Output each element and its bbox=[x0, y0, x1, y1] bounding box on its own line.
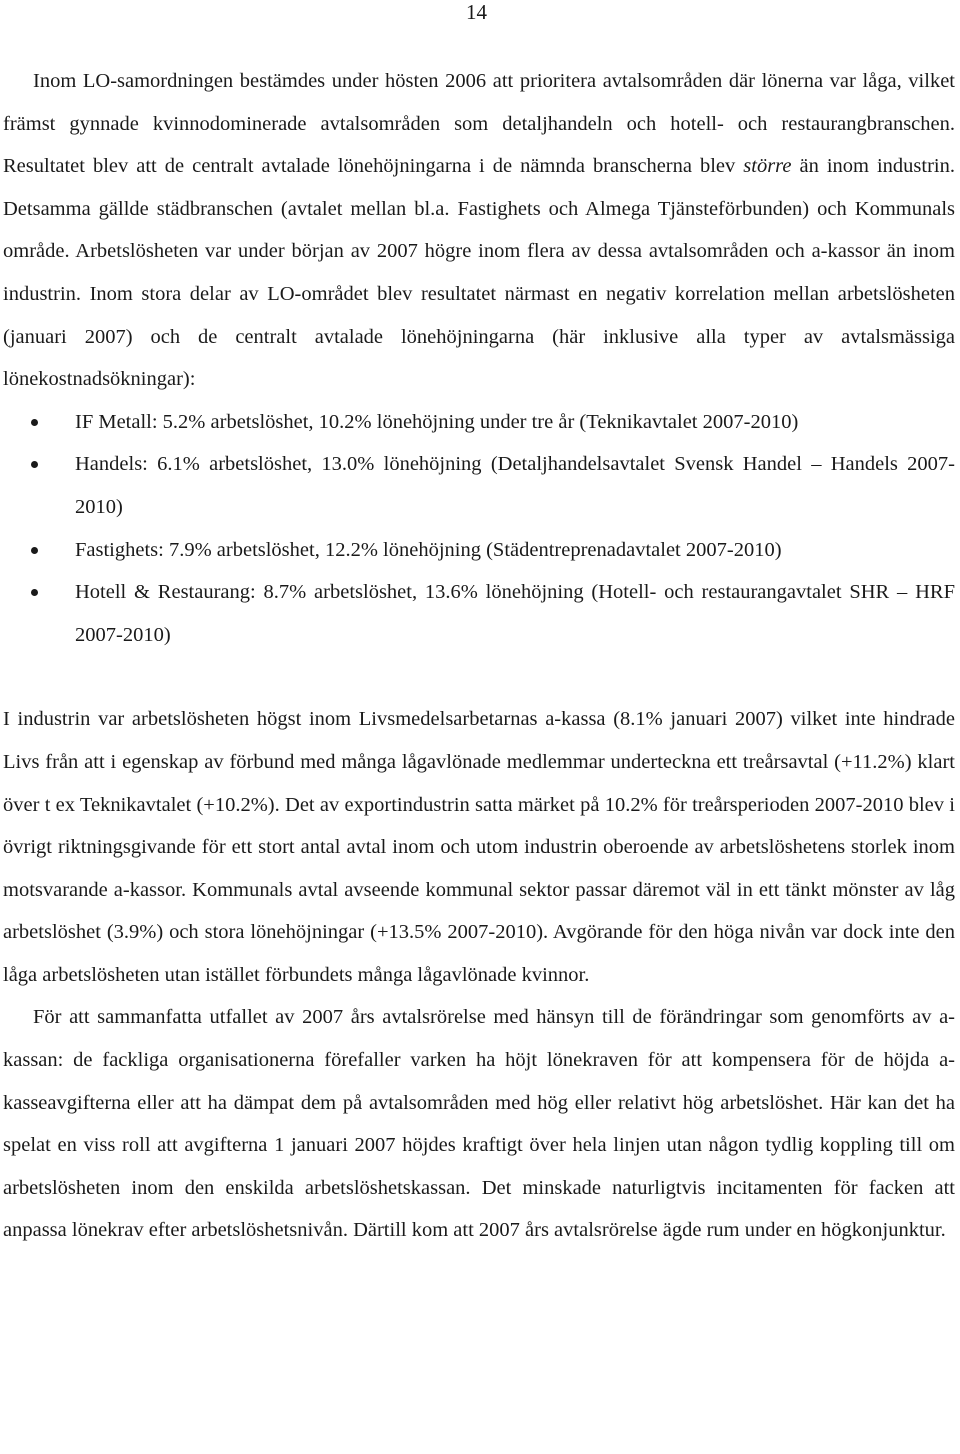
paragraph-lo-samordning bbox=[3, 60, 955, 401]
bullet-icon bbox=[31, 461, 38, 468]
document-body bbox=[3, 60, 955, 1252]
bullet-list bbox=[3, 401, 955, 657]
bullet-icon bbox=[31, 419, 38, 426]
list-item bbox=[3, 529, 955, 572]
list-item-text: Handels: 6.1% arbetslöshet, 13.0% lönehöjning (Detaljhandelsavtalet Svensk Handel – Handels 2007-2010) bbox=[75, 453, 955, 518]
list-item-text: Hotell & Restaurang: 8.7% arbetslöshet, 13.6% lönehöjning (Hotell- och restaurangavtalet SHR – HRF 2007-2010) bbox=[75, 581, 955, 646]
section-spacer bbox=[3, 656, 955, 698]
emphasis-text: större bbox=[743, 155, 792, 178]
bullet-icon bbox=[31, 589, 38, 596]
paragraph-text: än inom industrin. Detsamma gällde städbranschen (avtalet mellan bl.a. Fastighets och Almega Tjänsteförbunden) och Kommunals område. Arbetslösheten var under början av 2007 högre inom flera av dessa avtalsområden och a-kassor än inom industrin. Inom stora delar av LO-området blev resultatet närmast en negativ korrelation mellan arbetslösheten (januari 2007) och de centralt avtalade lönehöjningarna (här inklusive alla typer av avtalsmässiga lönekostnadsökningar): bbox=[3, 155, 955, 391]
list-item bbox=[3, 401, 955, 444]
list-item-text: IF Metall: 5.2% arbetslöshet, 10.2% lönehöjning under tre år (Teknikavtalet 2007-2010) bbox=[75, 410, 799, 433]
bullet-icon bbox=[31, 547, 38, 554]
paragraph-text: Inom LO-samordningen bestämdes under hösten 2006 att prioritera avtalsområden där lönerna var låga, vilket främst gynnade kvinnodominerade avtalsområden som detaljhandeln och hotell- och restaurangbranschen. Resultatet blev att de centralt avtalade lönehöjningarna i de nämnda branscherna blev bbox=[3, 70, 955, 178]
page-number: 14 bbox=[466, 0, 487, 24]
list-item bbox=[3, 571, 955, 656]
paragraph-industrin: I industrin var arbetslösheten högst inom Livsmedelsarbetarnas a-kassa (8.1% januari 2007) vilket inte hindrade Livs från att i egenskap av förbund med många lågavlönade medlemmar underteckna ett treårsavtal (+11.2%) klart över t ex Teknikavtalet (+10.2%). Det av exportindustrin satta märket på 10.2% för treårsperioden 2007-2010 blev i övrigt riktningsgivande för ett stort antal avtal inom och utom industrin oberoende av arbetslöshetens storlek inom motsvarande a-kassor. Kommunals avtal avseende kommunal sektor passar däremot väl in ett tänkt mönster av låg arbetslöshet (3.9%) och stora lönehöjningar (+13.5% 2007-2010). Avgörande för den höga nivån var dock inte den låga arbetslösheten utan istället förbundets många lågavlönade kvinnor. bbox=[3, 708, 955, 986]
paragraph-sammanfattning: För att sammanfatta utfallet av 2007 års avtalsrörelse med hänsyn till de förändringar som genomförts av a-kassan: de fackliga organisationerna förefaller varken ha höjt lönekraven för att kompensera för de höjda a-kasseavgifterna eller att ha dämpat dem på avtalsområden med hög eller relativt hög arbetslöshet. Här kan det ha spelat en viss roll att avgifterna 1 januari 2007 höjdes kraftigt över hela linjen utan någon tydlig koppling till om arbetslösheten inom den enskilda arbetslöshetskassan. Det minskade naturligtvis incitamenten för facken att anpassa lönekrav efter arbetslöshetsnivån. Därtill kom att 2007 års avtalsrörelse ägde rum under en högkonjunktur. bbox=[3, 1006, 955, 1242]
list-item bbox=[3, 443, 955, 528]
list-item-text: Fastighets: 7.9% arbetslöshet, 12.2% lönehöjning (Städentreprenadavtalet 2007-2010) bbox=[75, 538, 782, 561]
